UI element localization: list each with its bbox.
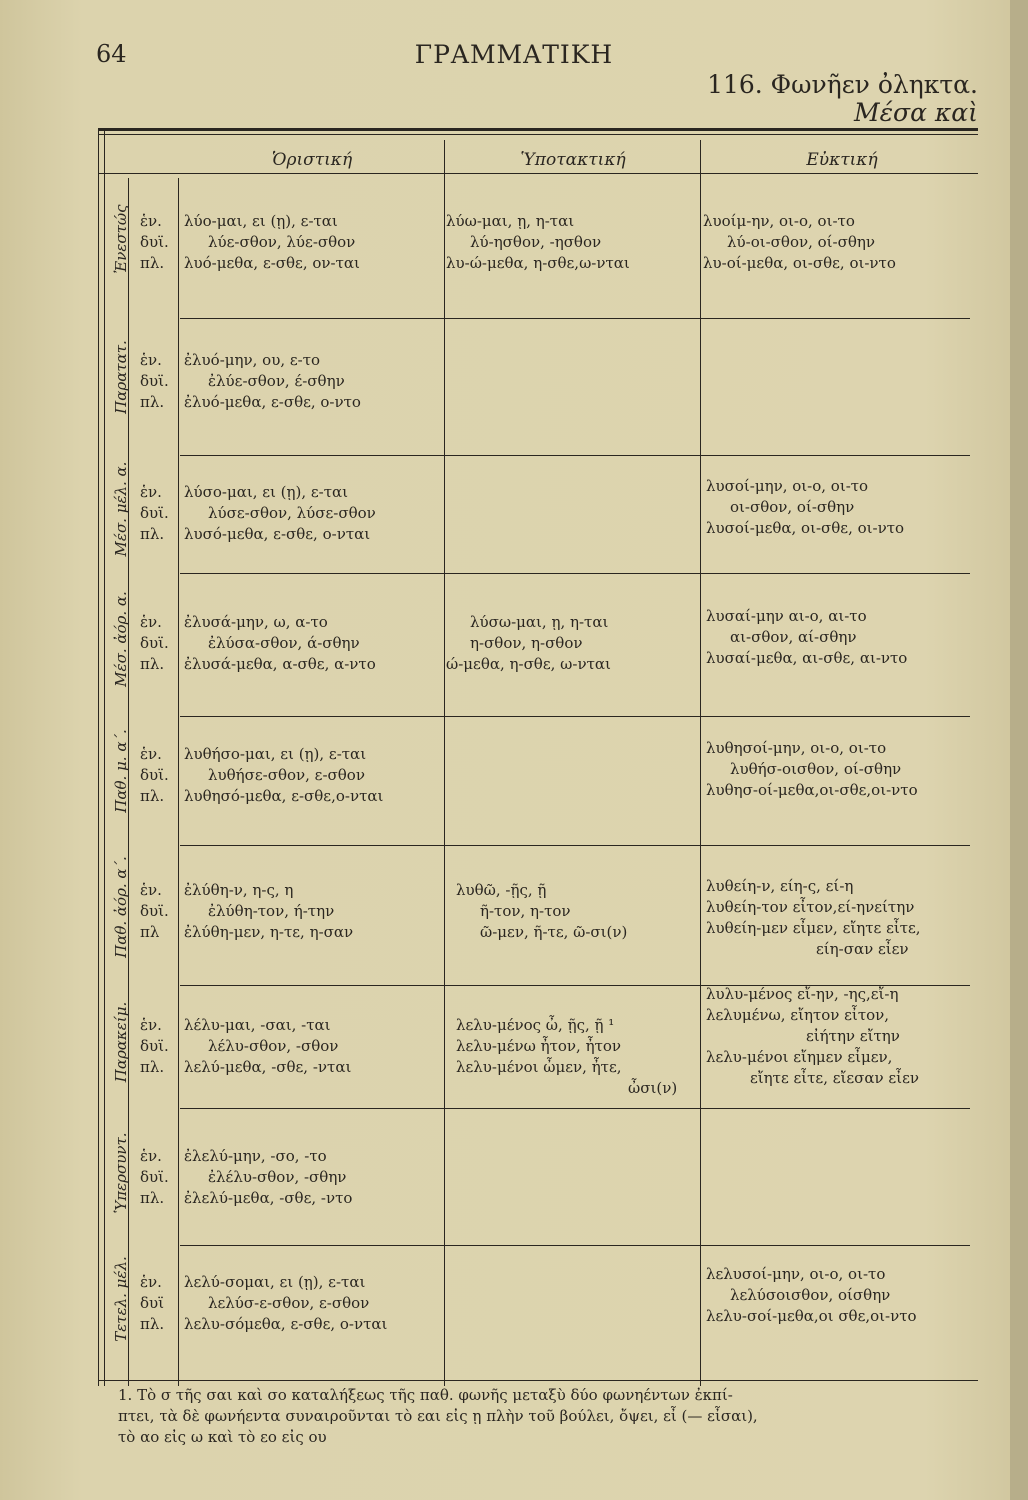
page-number: 64 — [96, 40, 127, 68]
cell-enestos-euktiki: λυοίμ-ην, οι-ο, οι-το λύ-οι-σθον, οί-σθην λυ-οί-μεθα, οι-σθε, οι-ντο — [703, 212, 896, 272]
number-labels: ἑν. δυϊ. πλ. — [140, 745, 169, 805]
table-left-rule-2 — [104, 128, 105, 1386]
cell-path-mellon-euktiki: λυθησοί-μην, οι-ο, οι-το λυθήσ-οισθον, οί-σθην λυθησ-οί-μεθα,οι-σθε,οι-ντο — [706, 739, 918, 799]
row-label-paratatikos: Παρατατ. — [112, 340, 130, 414]
column-header-euktiki: Εὐκτική — [806, 150, 878, 170]
table-left-rule — [98, 128, 99, 1386]
number-labels: ἑν. δυϊ. πλ. — [140, 483, 169, 543]
column-header-ypotaktiki: Ὑποτακτική — [520, 150, 626, 170]
cell-mes-mellon-euktiki: λυσοί-μην, οι-ο, οι-το οι-σθον, οί-σθην λυσοί-μεθα, οι-σθε, οι-ντο — [706, 477, 905, 537]
cell-paratatikos-oristiki: ἐλυό-μην, ου, ε-το ἐλύε-σθον, έ-σθην ἐλυό-μεθα, ε-σθε, ο-ντο — [184, 351, 361, 411]
cell-mes-aoristos-oristiki: ἐλυσά-μην, ω, α-το ἐλύσα-σθον, ά-σθην ἐλυσά-μεθα, α-σθε, α-ντο — [184, 613, 376, 673]
cell-parakeimenos-ypotaktiki: λελυ-μένος ὦ, ῇς, ῇ ¹ λελυ-μένω ἦτον, ἦτον λελυ-μένοι ὦμεν, ἦτε, ὦσι(ν) — [456, 1016, 678, 1097]
running-title: ΓΡΑΜΜΑΤΙΚΗ — [414, 40, 614, 69]
number-labels: ἑν. δυϊ. πλ — [140, 881, 169, 941]
top-rule-thin — [98, 134, 978, 135]
row-label-path-mellon: Παθ. μ. α΄. — [112, 729, 130, 813]
row-divider — [180, 716, 970, 717]
footnote — [118, 1385, 998, 1448]
row-label-path-aoristos: Παθ. ἀόρ. α΄. — [112, 856, 130, 958]
cell-ypersyntelikos-oristiki: ἐλελύ-μην, -σο, -το ἐλέλυ-σθον, -σθην ἐλελύ-μεθα, -σθε, -ντο — [184, 1147, 353, 1207]
cell-mes-aoristos-euktiki: λυσαί-μην αι-ο, αι-το αι-σθον, αί-σθην λυσαί-μεθα, αι-σθε, αι-ντο — [706, 607, 908, 667]
number-labels: ἑν. δυϊ πλ. — [140, 1273, 165, 1333]
cell-path-aoristos-ypotaktiki: λυθῶ, -ῇς, ῇ ῆ-τον, η-τον ῶ-μεν, ῆ-τε, ῶ-σι(ν) — [456, 881, 628, 941]
cell-parakeimenos-oristiki: λέλυ-μαι, -σαι, -ται λέλυ-σθον, -σθον λελύ-μεθα, -σθε, -νται — [184, 1016, 352, 1076]
number-labels: ἑν. δυϊ. πλ. — [140, 1016, 169, 1076]
cell-mes-aoristos-ypotaktiki: λύσω-μαι, ῃ, η-ται η-σθον, η-σθον ώ-μεθα, η-σθε, ω-νται — [446, 613, 611, 673]
row-label-mes-mellon: Μέσ. μέλ. α. — [112, 461, 130, 557]
header-bottom-rule — [98, 173, 978, 174]
number-labels: ἑν. δυϊ. πλ. — [140, 613, 169, 673]
row-label-tetelesmenos-mellon: Τετελ. μέλ. — [112, 1256, 130, 1342]
row-label-mes-aoristos: Μέσ. ἀόρ. α. — [112, 591, 130, 687]
cell-path-aoristos-euktiki: λυθείη-ν, είη-ς, εί-η λυθείη-τον εἶτον,εί-ηνείτην λυθείη-μεν εἶμεν, εἴητε εἶτε, είη-σαν εἶεν — [706, 877, 921, 958]
column-rule-1 — [444, 140, 445, 1386]
column-header-oristiki: Ὁριστική — [271, 150, 353, 170]
number-column-rule — [178, 178, 179, 1386]
cell-tetelesmenos-mellon-euktiki: λελυσοί-μην, οι-ο, οι-το λελύσοισθον, οίσθην λελυ-σοί-μεθα,οι σθε,οι-ντο — [706, 1265, 917, 1325]
row-divider — [180, 845, 970, 846]
row-label-parakeimenos: Παρακείμ. — [112, 1001, 130, 1083]
cell-tetelesmenos-mellon-oristiki: λελύ-σομαι, ει (ῃ), ε-ται λελύσ-ε-σθον, ε-σθον λελυ-σόμεθα, ε-σθε, ο-νται — [184, 1273, 388, 1333]
footnote-line: τὸ αο εἰς ω καὶ τὸ εο εἰς ου — [118, 1428, 327, 1446]
number-labels: ἑν. δυϊ. πλ. — [140, 351, 169, 411]
subsection-heading: Μέσα καὶ — [854, 98, 978, 127]
row-divider — [180, 573, 970, 574]
row-divider — [180, 1108, 970, 1109]
cell-path-aoristos-oristiki: ἐλύθη-ν, η-ς, η ἐλύθη-τον, ή-την ἐλύθη-μεν, η-τε, η-σαν — [184, 881, 354, 941]
binding-shadow — [1010, 0, 1028, 1500]
footnote-line: 1. Τὸ σ τῆς σαι καὶ σο καταλήξεως τῆς παθ. φωνῆς μεταξὺ δύο φωνηέντων ἐκπί- — [118, 1386, 733, 1404]
number-labels: ἑν. δυϊ. πλ. — [140, 212, 169, 272]
row-divider — [180, 1245, 970, 1246]
table-bottom-rule — [98, 1380, 978, 1381]
footnote-line: πτει, τὰ δὲ φωνήεντα συναιροῦνται τὸ εαι εἰς ῃ πλὴν τοῦ βούλει, ὄψει, εἶ (— εἶσαι), — [118, 1407, 758, 1425]
top-rule — [98, 128, 978, 131]
row-label-enestos: Ἐνεστώς — [112, 204, 130, 274]
cell-parakeimenos-euktiki: λυλυ-μένος εἴ-ην, -ης,εἴ-η λελυμένω, εἴητον εἶτον, εἰήτην εἴτην λελυ-μένοι εἴημεν εἶμεν, εἴητε εἶτε, εἴεσαν εἶεν — [706, 985, 919, 1087]
cell-path-mellon-oristiki: λυθήσο-μαι, ει (ῃ), ε-ται λυθήσε-σθον, ε-σθον λυθησό-μεθα, ε-σθε,ο-νται — [184, 745, 384, 805]
column-rule-2 — [700, 140, 701, 1386]
cell-enestos-ypotaktiki: λύω-μαι, ῃ, η-ται λύ-ησθον, -ησθον λυ-ώ-μεθα, η-σθε,ω-νται — [446, 212, 630, 272]
cell-mes-mellon-oristiki: λύσο-μαι, ει (ῃ), ε-ται λύσε-σθον, λύσε-σθον λυσό-μεθα, ε-σθε, ο-νται — [184, 483, 376, 543]
number-labels: ἑν. δυϊ. πλ. — [140, 1147, 169, 1207]
cell-enestos-oristiki: λύο-μαι, ει (ῃ), ε-ται λύε-σθον, λύε-σθον λυό-μεθα, ε-σθε, ον-ται — [184, 212, 360, 272]
section-heading: 116. Φωνῆεν ὀληκτα. — [707, 70, 978, 99]
row-divider — [180, 318, 970, 319]
row-divider — [180, 455, 970, 456]
row-label-ypersyntelikos: Ὑπερσυντ. — [112, 1132, 130, 1214]
